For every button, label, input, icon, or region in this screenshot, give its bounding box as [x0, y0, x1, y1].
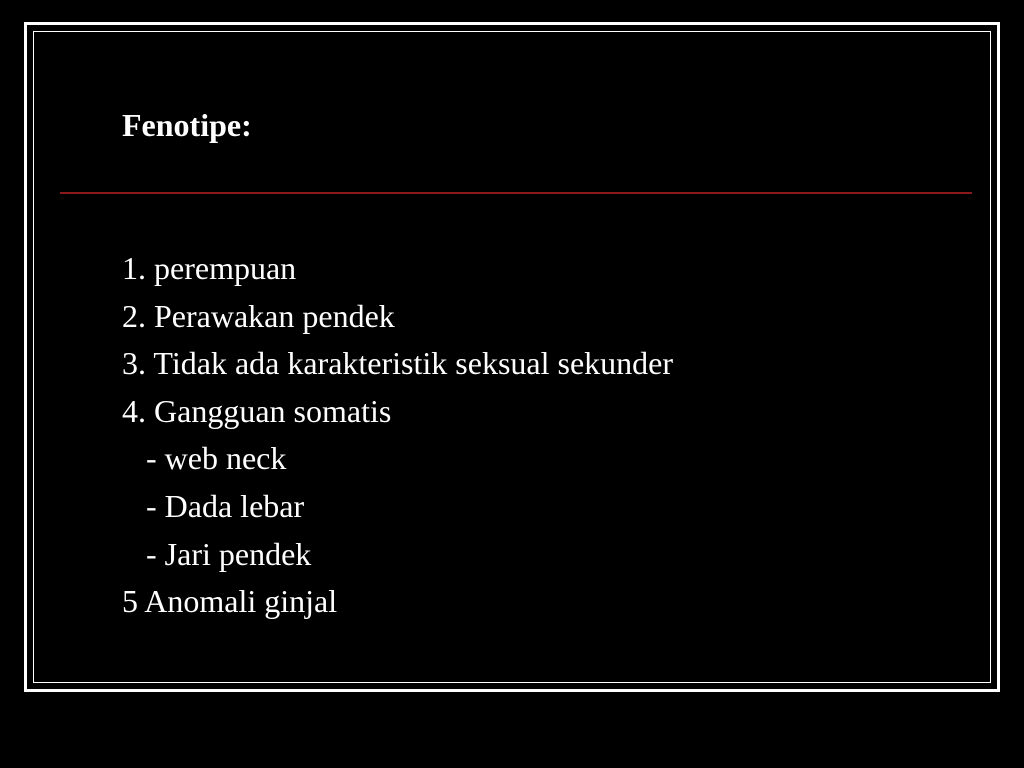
list-item: 1. perempuan — [122, 250, 297, 286]
list-subitem: - Dada lebar — [122, 487, 305, 524]
list-subitem: - web neck — [122, 440, 287, 477]
slide-title: Fenotipe: — [122, 107, 252, 143]
list-item: 4. Gangguan somatis — [122, 392, 392, 429]
phenotype-list — [122, 245, 673, 626]
list-item: 2. Perawakan pendek — [122, 297, 395, 334]
list-item: 3. Tidak ada karakteristik seksual sekunder — [122, 345, 673, 382]
title-divider — [60, 192, 972, 194]
list-item: 5 Anomali ginjal — [122, 583, 338, 620]
list-subitem: - Jari pendek — [122, 535, 312, 572]
